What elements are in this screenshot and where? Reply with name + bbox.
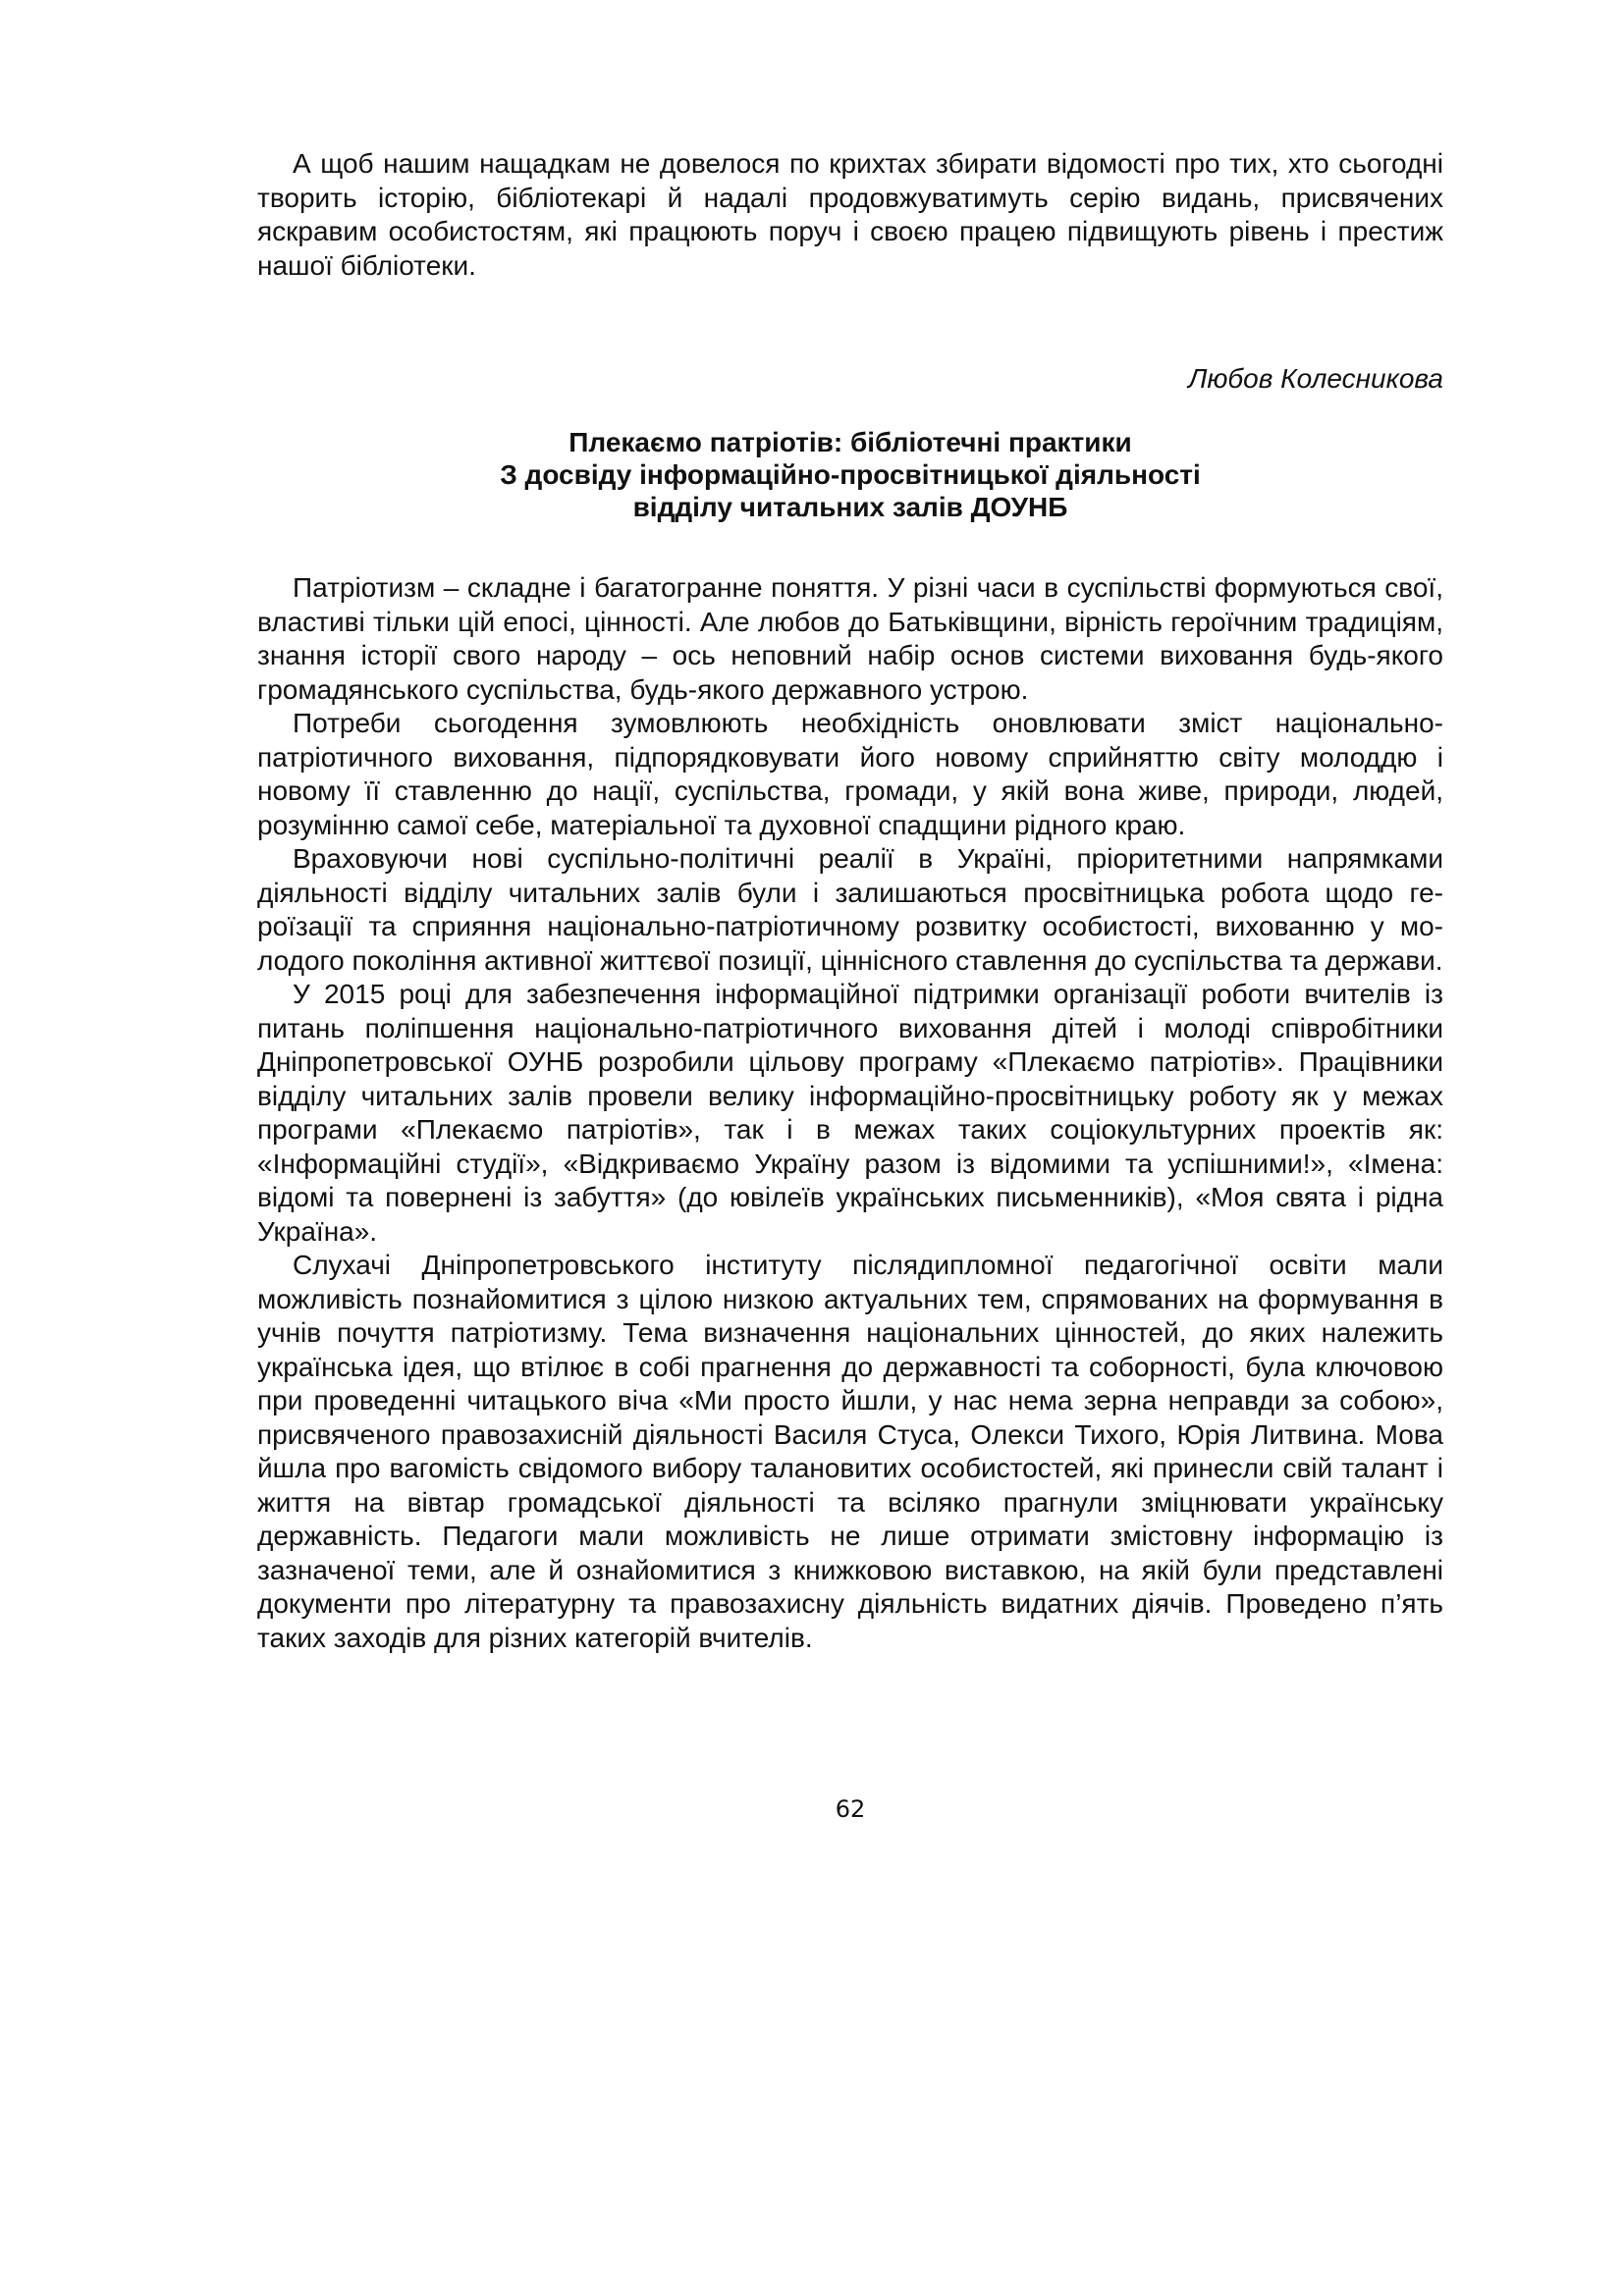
title-line-3: відділу читальних залів ДОУНБ [632, 492, 1068, 522]
page-number: 62 [835, 1795, 866, 1823]
body-paragraph-4: У 2015 році для забезпечення інформаційної підтримки організації роботи вчителів із питань поліпшення національно-патріотичного виховання дітей і молоді співробітники Дніпропетровської ОУНБ розробили цільову програму «Плекаємо патріотів». Працівники відділу читальних залів провели велику інформаційно-просвітницьку роботу як у межах програми «Плекаємо патріотів», так і в межах таких соціокультурних проектів як: «Інформаційні студії», «Відкриваємо Україну разом із відомими та успішними!», «Імена: відомі та повернені із забуття» (до ювілеїв українських письменників), «Моя свята і рідна Україна». [257, 979, 1443, 1247]
article-title [257, 426, 1443, 523]
body-paragraph-2: Потреби сьогодення зумовлюють необхідність оновлювати зміст національно-патріотичного виховання, підпорядковувати його новому сприйняттю світу молоддю і новому її ставленню до нації, суспільства, громади, у якій вона живе, природи, людей, розумінню самої себе, матеріальної та духовної спадщини рідного краю. [257, 708, 1443, 840]
body-paragraph-1: Патріотизм – складне і багатогранне поняття. У різні часи в суспільстві формуються свої, властиві тільки цій епосі, цінності. Але любов до Батьківщини, вірність героїчним традиціям, знання історії свого народу – ось неповний набір основ системи виховання будь-якого громадянського суспільства, будь-якого державного устрою. [257, 572, 1443, 705]
article-body [257, 571, 1443, 1655]
intro-paragraph: А щоб нашим нащадкам не довелося по крихтах збирати відомості про тих, хто сьогодні творить історію, бібліотекарі й надалі продовжуватимуть серію видань, присвячених яскравим особистостям, які працюють поруч і своєю працею підвищують рівень і престиж нашої бібліотеки. [257, 148, 1443, 281]
body-paragraph-3: Враховуючи нові суспільно-політичні реалії в Україні, пріоритетними напрямками діяльності відділу читальних залів були і залишаються просвітницька робота щодо героїзації та сприяння національно-патріотичному розвитку особистості, вихованню у молодого покоління активної життєвої позиції, ціннісного ставлення до суспільства та держави. [257, 843, 1443, 976]
body-paragraph-5: Слухачі Дніпропетровського інституту післядипломної педагогічної освіти мали можливість познайомитися з цілою низкою актуальних тем, спрямованих на формування в учнів почуття патріотизму. Тема визначення національних цінностей, до яких належить українська ідея, що втілює в собі прагнення до державності та соборності, була ключовою при проведенні читацького віча «Ми просто йшли, у нас нема зерна неправди за собою», присвяченого правозахисній діяльності Василя Стуса, Олекси Тихого, Юрія Литвина. Мова йшла про вагомість свідомого вибору талановитих особистостей, які принесли свій талант і життя на вівтар громадської діяльності та всіляко прагнули зміцнювати українську державність. Педагоги мали можливість не лише отримати змістовну інформацію із зазначеної теми, але й ознайомитися з книжковою виставкою, на якій були представлені документи про літературну та правозахисну діяльність видатних діячів. Проведено п’ять таких заходів для різних категорій вчителів. [257, 1250, 1443, 1653]
title-line-2: З досвіду інформаційно-просвітницької діяльності [500, 459, 1201, 490]
title-line-1: Плекаємо патріотів: бібліотечні практики [568, 427, 1132, 457]
author-name: Любов Колесникова [1188, 363, 1443, 394]
